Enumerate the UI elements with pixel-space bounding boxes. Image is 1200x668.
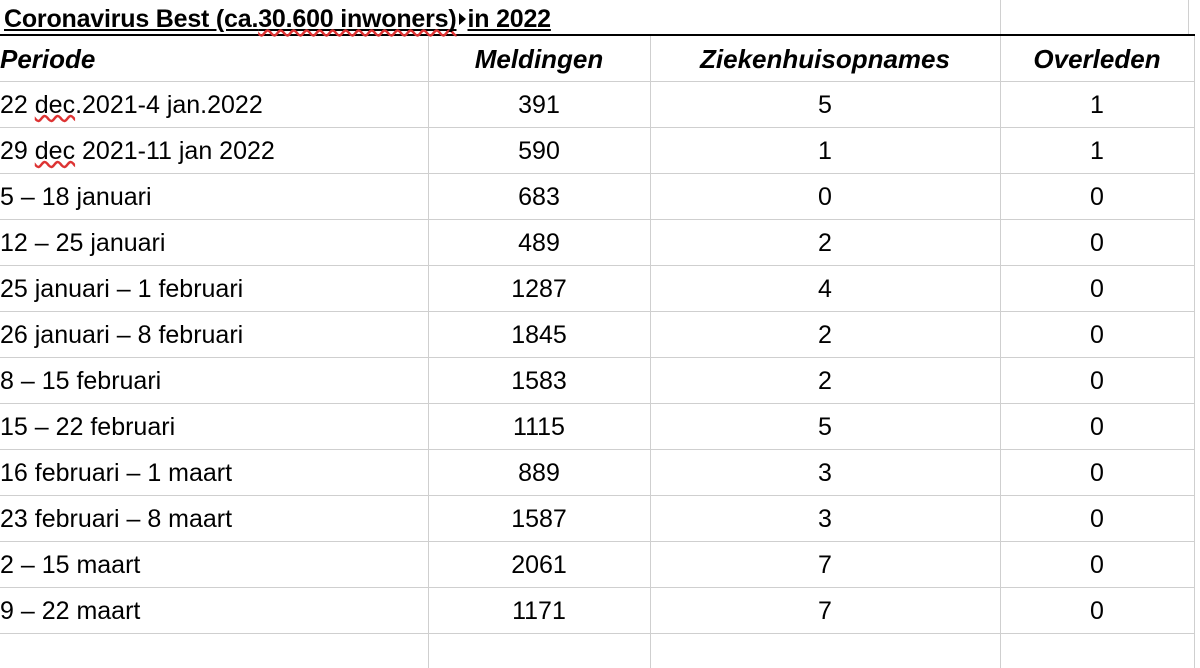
- cell-ziekenhuisopnames: 2: [650, 312, 1000, 358]
- table-row: [0, 358, 1194, 404]
- cell-meldingen: 2061: [428, 542, 650, 588]
- table-row: [0, 128, 1194, 174]
- cell-periode: 22 dec.2021-4 jan.2022: [0, 82, 428, 128]
- cell-periode: 15 – 22 februari: [0, 404, 428, 450]
- cell-meldingen: 1583: [428, 358, 650, 404]
- cell-ziekenhuisopnames: 3: [650, 450, 1000, 496]
- table-header-row: [0, 35, 1194, 82]
- cell-overleden: 0: [1000, 450, 1194, 496]
- title-row: [0, 0, 1200, 34]
- title-prefix: Coronavirus Best (ca.: [4, 5, 258, 33]
- cell-overleden: 0: [1000, 588, 1194, 634]
- column-header-ziekenhuisopnames: Ziekenhuisopnames: [650, 35, 1000, 82]
- cell-periode: 29 dec 2021-11 jan 2022: [0, 128, 428, 174]
- cell-ziekenhuisopnames: 1: [650, 128, 1000, 174]
- cell-overleden: 0: [1000, 496, 1194, 542]
- cell-meldingen: 1287: [428, 266, 650, 312]
- table-row: [0, 220, 1194, 266]
- cell-empty: [650, 634, 1000, 668]
- cell-periode: 2 – 15 maart: [0, 542, 428, 588]
- cell-meldingen: 590: [428, 128, 650, 174]
- table-row: [0, 174, 1194, 220]
- column-header-meldingen: Meldingen: [428, 35, 650, 82]
- column-header-overleden: Overleden: [1000, 35, 1194, 82]
- overflow-arrow-icon: [459, 13, 466, 25]
- cell-periode: 16 februari – 1 maart: [0, 450, 428, 496]
- table-row: [0, 82, 1194, 128]
- cell-periode: 25 januari – 1 februari: [0, 266, 428, 312]
- cell-overleden: 0: [1000, 220, 1194, 266]
- cell-overleden: 0: [1000, 404, 1194, 450]
- cell-empty: [428, 634, 650, 668]
- table-row: [0, 450, 1194, 496]
- cell-meldingen: 1171: [428, 588, 650, 634]
- covid-table: [0, 34, 1195, 668]
- cell-periode: 12 – 25 januari: [0, 220, 428, 266]
- cell-ziekenhuisopnames: 2: [650, 220, 1000, 266]
- cell-periode: 23 februari – 8 maart: [0, 496, 428, 542]
- cell-overleden: 0: [1000, 312, 1194, 358]
- table-row: [0, 312, 1194, 358]
- cell-ziekenhuisopnames: 0: [650, 174, 1000, 220]
- cell-ziekenhuisopnames: 5: [650, 404, 1000, 450]
- cell-meldingen: 889: [428, 450, 650, 496]
- cell-periode: 26 januari – 8 februari: [0, 312, 428, 358]
- table-row: [0, 266, 1194, 312]
- table-row-empty: [0, 634, 1194, 668]
- title-suffix: in 2022: [468, 5, 551, 33]
- table-row: [0, 404, 1194, 450]
- cell-empty: [0, 634, 428, 668]
- column-divider-top-1: [1000, 0, 1001, 34]
- cell-empty: [1000, 634, 1194, 668]
- cell-ziekenhuisopnames: 4: [650, 266, 1000, 312]
- table-row: [0, 542, 1194, 588]
- cell-overleden: 1: [1000, 82, 1194, 128]
- cell-overleden: 0: [1000, 358, 1194, 404]
- page-title: [0, 4, 551, 34]
- cell-meldingen: 391: [428, 82, 650, 128]
- cell-meldingen: 1587: [428, 496, 650, 542]
- cell-periode: 8 – 15 februari: [0, 358, 428, 404]
- cell-overleden: 0: [1000, 542, 1194, 588]
- cell-overleden: 1: [1000, 128, 1194, 174]
- cell-overleden: 0: [1000, 266, 1194, 312]
- cell-ziekenhuisopnames: 3: [650, 496, 1000, 542]
- cell-meldingen: 489: [428, 220, 650, 266]
- cell-ziekenhuisopnames: 7: [650, 588, 1000, 634]
- cell-meldingen: 683: [428, 174, 650, 220]
- cell-overleden: 0: [1000, 174, 1194, 220]
- cell-meldingen: 1845: [428, 312, 650, 358]
- cell-ziekenhuisopnames: 7: [650, 542, 1000, 588]
- table-row: [0, 496, 1194, 542]
- title-population: 30.600 inwoners): [258, 5, 456, 33]
- cell-meldingen: 1115: [428, 404, 650, 450]
- cell-periode: 5 – 18 januari: [0, 174, 428, 220]
- cell-ziekenhuisopnames: 5: [650, 82, 1000, 128]
- cell-periode: 9 – 22 maart: [0, 588, 428, 634]
- table-row: [0, 588, 1194, 634]
- column-header-periode: Periode: [0, 35, 428, 82]
- table-body: [0, 82, 1194, 668]
- cell-ziekenhuisopnames: 2: [650, 358, 1000, 404]
- column-divider-top-2: [1188, 0, 1189, 34]
